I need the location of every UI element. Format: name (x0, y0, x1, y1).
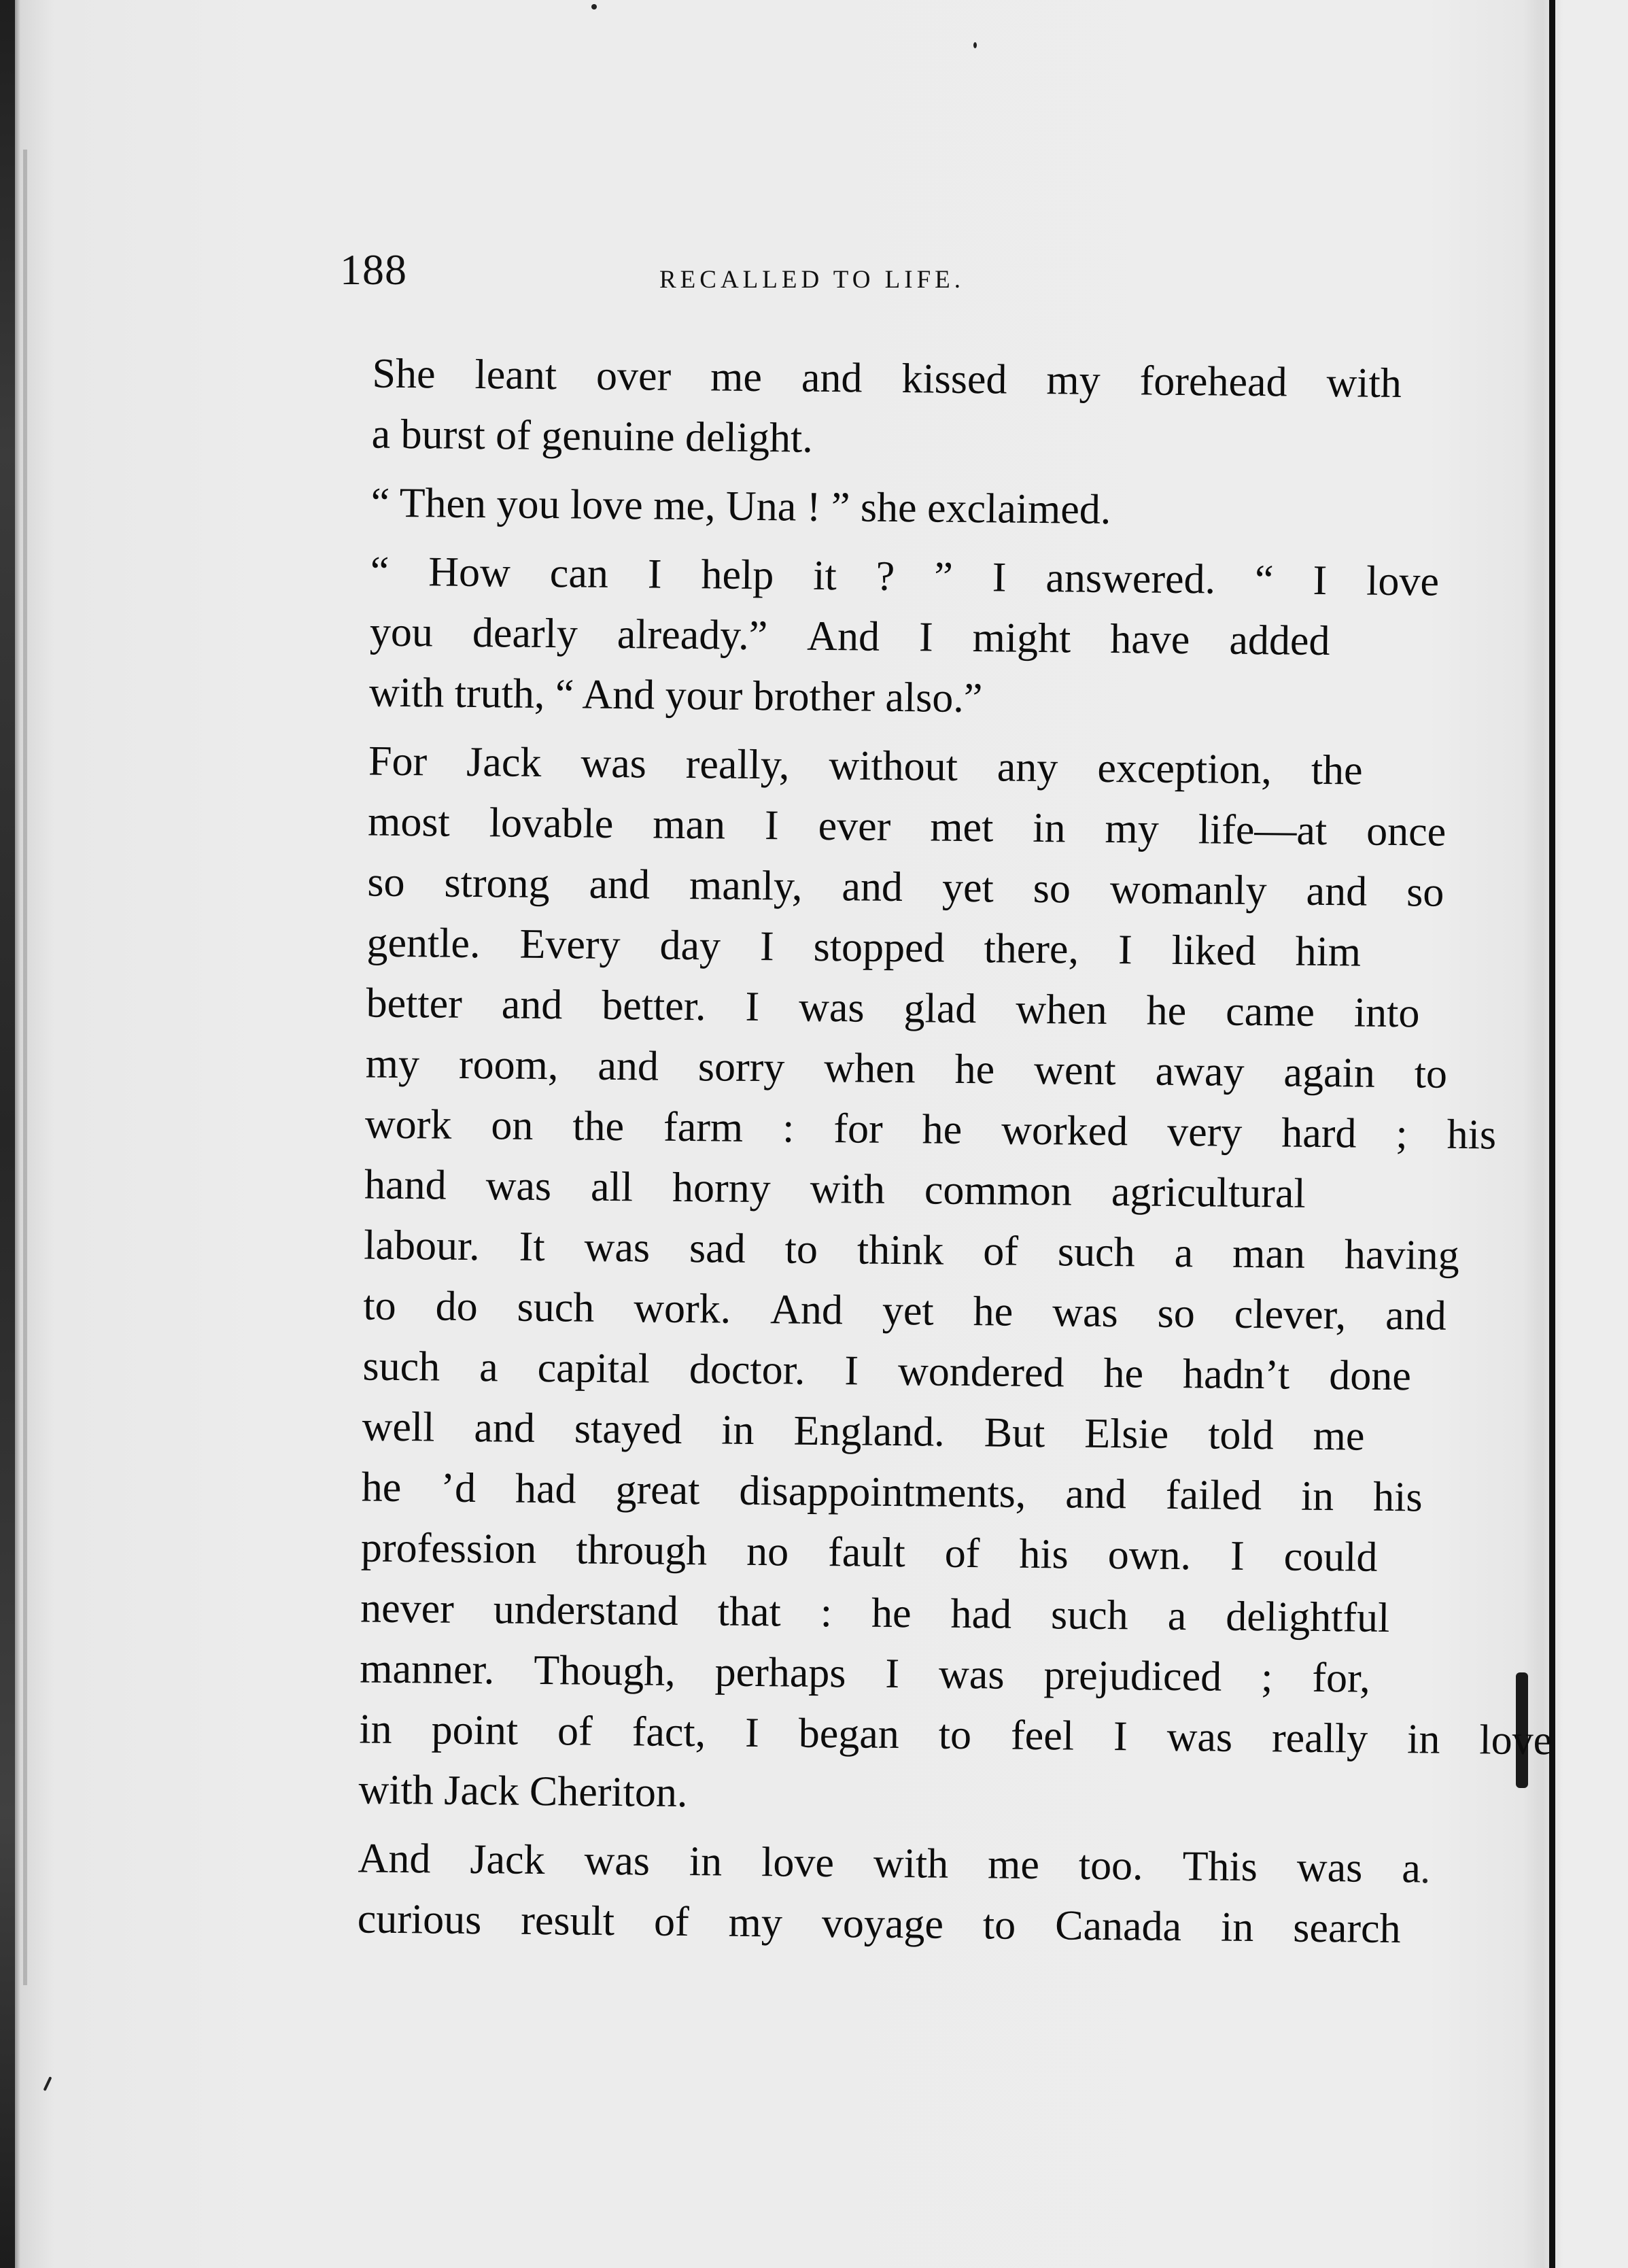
text-line: curious result of my voyage to Canada in search (357, 1895, 1401, 1953)
text-line: For Jack was really, without any exception, the (368, 738, 1363, 794)
text-line: And Jack was in love with me too. This was a (358, 1835, 1421, 1892)
page-gutter-shadow (23, 150, 27, 1985)
page-header (340, 238, 1305, 313)
text-line: hand was all horny with common agricultural (364, 1161, 1306, 1217)
text-line: in point of fact, I began to feel I was really in love (359, 1706, 1553, 1764)
text-line: labour. It was sad to think of such a man having (363, 1222, 1459, 1279)
text-line: my room, and sorry when he went away again to (365, 1040, 1448, 1097)
text-line: She leant over me and kissed my forehead with (372, 350, 1402, 407)
text-line: with truth, “ And your brother also.” (368, 669, 983, 722)
body-text (317, 343, 1553, 1959)
text-line: a burst of genuine delight. (371, 411, 814, 462)
paragraph (319, 731, 1553, 1829)
text-line: with Jack Cheriton. (358, 1766, 688, 1817)
text-line: he ’d had great disappointments, and failed in his (361, 1464, 1423, 1521)
dust-speck (973, 42, 977, 48)
book-spine-edge (0, 0, 15, 2268)
text-line: manner. Though, perhaps I was prejudiced ; for, (359, 1645, 1371, 1702)
right-page-edge (1549, 0, 1555, 2268)
text-line: “ Then you love me, Una ! ” she exclaimed. (370, 479, 1111, 533)
paragraph (330, 541, 1440, 732)
dust-speck (591, 4, 597, 10)
running-title: RECALLED TO LIFE. (659, 266, 965, 294)
text-line: so strong and manly, and yet so womanly and so (367, 859, 1444, 916)
text-line: work on the farm : for he worked very hard ; his (364, 1101, 1497, 1158)
paragraph (332, 343, 1402, 474)
page-number: 188 (340, 245, 407, 294)
text-line: such a capital doctor. I wondered he hadn’t done (362, 1343, 1412, 1400)
text-line: profession through no fault of his own. I could (360, 1524, 1378, 1581)
paragraph (317, 1828, 1421, 1959)
dust-speck (1423, 1878, 1427, 1883)
text-line: never understand that : he had such a delightful (360, 1585, 1390, 1642)
paragraph (331, 472, 1311, 543)
text-line: “ How can I help it ? ” I answered. “ I love (370, 548, 1440, 605)
text-line: gentle. Every day I stopped there, I liked him (366, 919, 1362, 976)
text-line: better and better. I was glad when he came into (366, 980, 1420, 1037)
text-line: well and stayed in England. But Elsie told me (362, 1403, 1365, 1460)
text-line: you dearly already.” And I might have added (369, 608, 1330, 665)
text-line: most lovable man I ever met in my life—at once (367, 798, 1447, 855)
text-line: to do such work. And yet he was so clever, and (363, 1282, 1447, 1339)
